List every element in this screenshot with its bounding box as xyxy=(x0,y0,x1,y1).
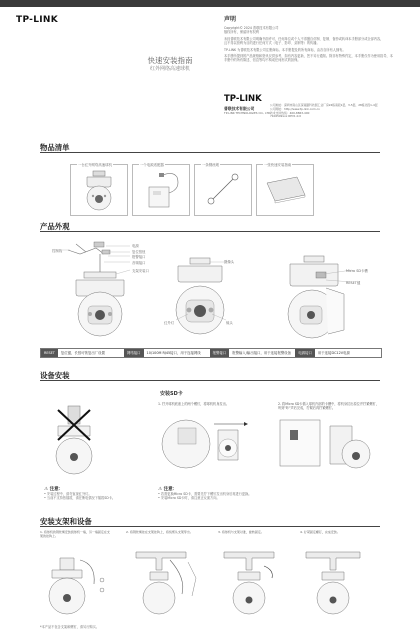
bracket-footnote: *本产品不包含支架和螺钉，请另行购买。 xyxy=(40,625,99,629)
insert-sd-illustration xyxy=(278,416,382,476)
port-name-alarm: 报警接口 xyxy=(210,349,230,357)
warning-icon: ⚠ xyxy=(44,487,49,492)
item-label: 一台红外网络高速球机 xyxy=(78,163,112,167)
item-label: 一条钢丝绳 xyxy=(202,163,219,167)
bracket-step-2-illustration xyxy=(126,548,212,620)
cover-title: 快速安装指南 xyxy=(147,56,193,65)
power-adapter-icon xyxy=(133,165,189,215)
dome-camera-icon xyxy=(71,165,127,215)
note-line: • 安装过程中，请勿直视红外灯。 xyxy=(44,492,92,496)
statement-block xyxy=(224,14,410,63)
section-title-install: 设备安装 xyxy=(40,371,70,380)
bracket-step-3-illustration xyxy=(218,548,294,620)
port-name-network: 网络接口 xyxy=(124,349,144,357)
callout-control-line: 控制线 xyxy=(52,249,63,253)
port-desc-reset: 复位键，长按可恢复出厂设置 xyxy=(60,351,105,355)
port-desc-alarm: 报警输入/输出接口，用于连接报警设备 xyxy=(232,351,292,355)
appearance-cables-view xyxy=(40,236,160,344)
item-card-adapter xyxy=(132,164,190,216)
subsection-sd-card: 安装SD卡 xyxy=(160,391,183,397)
sd-step-1: 1. 拧开球机底座上的两个螺钉，将球机机身拉出。 xyxy=(158,402,229,406)
appearance-front-view xyxy=(160,256,240,346)
address: 公司地址：深圳市南山区深南路科技园工业厂房24栋南段1层、3-5层、28栋北段1-4层 xyxy=(270,103,378,107)
statement-line: 本手册所提到的产品规格和资讯仅供参考，如有内容更新，恕不另行通知。除非有特殊约定，本手册仅作为使用指导，本 xyxy=(224,54,393,59)
wire-rope-attach-illustration xyxy=(40,548,120,620)
item-label: 一个电源适配器 xyxy=(140,163,164,167)
callout-ir-light: 红外灯 xyxy=(164,321,175,325)
callout-power: 电源 xyxy=(132,244,139,248)
note-title-text: 注意： xyxy=(49,487,64,492)
ports-table xyxy=(40,348,382,358)
section-rule xyxy=(40,152,380,153)
statement-line: Copyright© 2024 普联技术有限公司 xyxy=(224,26,279,30)
finished-install-illustration xyxy=(300,548,380,620)
doc-number: 7106509xxx REV1.0.0 xyxy=(270,114,302,119)
bracket-step-2: 2. 将钢丝绳挂在支架挂钩上，将线缆从支架穿出。 xyxy=(126,530,193,534)
bracket-step-4: 4. 拧紧固定螺钉，完成安装。 xyxy=(300,530,340,534)
prohibited-icon xyxy=(44,400,104,480)
section-title-contents: 物品清单 xyxy=(40,143,70,152)
statement-line: TP-LINK 为普联技术有限公司注册商标。本手册提及的所有商标，由各自所有人拥有。 xyxy=(224,47,346,52)
guide-booklet-icon xyxy=(257,165,313,215)
no-hang-illustration xyxy=(44,400,104,480)
bracket-step-3: 3. 将球机与支架对准，旋转固定。 xyxy=(218,530,264,534)
section-title-appearance: 产品外观 xyxy=(40,222,70,231)
item-label: 一张快速安装指南 xyxy=(264,163,292,167)
port-name-power: 电源接口 xyxy=(295,349,315,357)
callout-reset-button: 复位按钮 xyxy=(132,250,146,254)
bracket-step-1-illustration xyxy=(40,548,120,620)
callout-sd-slot: Micro SD卡槽 xyxy=(346,269,368,273)
statement-line: 手册中的所有陈述、信息等均不构成任何形式的担保。 xyxy=(224,58,301,63)
website: 公司网址：http://www.tp-link.com.cn xyxy=(270,106,320,111)
sd-step-2-illustration xyxy=(278,416,382,476)
note-line: • 若需更换Micro SD卡，需要先拧下螺钉拉出机身后再进行更换。 xyxy=(158,492,252,496)
section-rule xyxy=(40,231,380,232)
section-rule xyxy=(40,526,380,527)
statement-heading: 声明 xyxy=(224,16,237,23)
statement-line: 未经普联技术有限公司明确书面许可，任何单位或个人不得擅自仿制、复制、誊抄或转译本手册部分或全部内容， xyxy=(224,36,384,41)
note-line: • 安装Micro SD卡时，请注意正反面方向。 xyxy=(158,496,220,501)
wire-rope-icon xyxy=(195,165,251,215)
sd-step-2: 2. 将Micro SD卡插入球机内部的卡槽中，将机身拉出原位并拧紧螺钉，听到"咔"声后完成，拧紧后再拧紧螺钉。 xyxy=(278,402,379,411)
note-block-1 xyxy=(44,486,164,501)
callout-alarm: 报警接口 xyxy=(132,255,146,259)
brand-logo: TP-LINK xyxy=(16,15,59,25)
note-line: • 当前不支持热插拔，请在断电情况下插拔SD卡。 xyxy=(44,496,116,501)
callout-audio: 音频接口 xyxy=(132,261,146,265)
section-rule xyxy=(40,380,380,381)
sd-step-1-illustration xyxy=(158,414,258,476)
align-rotate-illustration xyxy=(218,548,294,620)
cover-subtitle: 红外网络高速球机 xyxy=(149,66,190,72)
section-title-bracket: 安装支架和设备 xyxy=(40,517,92,526)
item-card-camera xyxy=(70,164,128,216)
top-dark-bar xyxy=(0,0,420,7)
statement-line: 且不得以营利为目的进行任何方式（电子、影印、录制等）的传播。 xyxy=(224,41,320,46)
callout-reset-key: RESET键 xyxy=(346,281,361,285)
item-card-wire-rope xyxy=(194,164,252,216)
callout-camera: 摄像头 xyxy=(224,260,235,264)
callout-lens: 镜头 xyxy=(226,321,233,325)
camera-front-illustration xyxy=(160,256,240,346)
bracket-hook-illustration xyxy=(126,548,212,620)
company-en: TP-LINK TECHNOLOGIES CO., LTD. xyxy=(224,111,272,115)
item-card-guide xyxy=(256,164,314,216)
port-desc-network: 10/100M RJ45接口，用于连接网线 xyxy=(146,351,201,355)
statement-line: 版权所有，保留所有权利 xyxy=(224,30,260,35)
appearance-open-view xyxy=(276,254,380,346)
unscrew-illustration xyxy=(158,414,258,476)
brand-logo-secondary: TP-LINK xyxy=(224,94,262,104)
port-name-reset: RESET xyxy=(41,349,58,357)
bracket-step-4-illustration xyxy=(300,548,380,620)
company-cn: 普联技术有限公司 xyxy=(224,106,255,111)
warning-icon: ⚠ xyxy=(158,487,163,492)
note-block-2 xyxy=(158,486,298,501)
hotline: 技术支持热线：400-8863-400 xyxy=(270,110,310,115)
contact-block xyxy=(270,104,410,119)
port-desc-power: 用于连接DC12V电源 xyxy=(317,351,350,355)
bracket-step-1: 1. 将球机的钢丝绳安装到球机一端，另一端固定在支架的挂钩上。 xyxy=(40,530,110,538)
callout-bracket-mount: 支架安装口 xyxy=(132,269,149,273)
note-title-text: 注意： xyxy=(163,487,178,492)
